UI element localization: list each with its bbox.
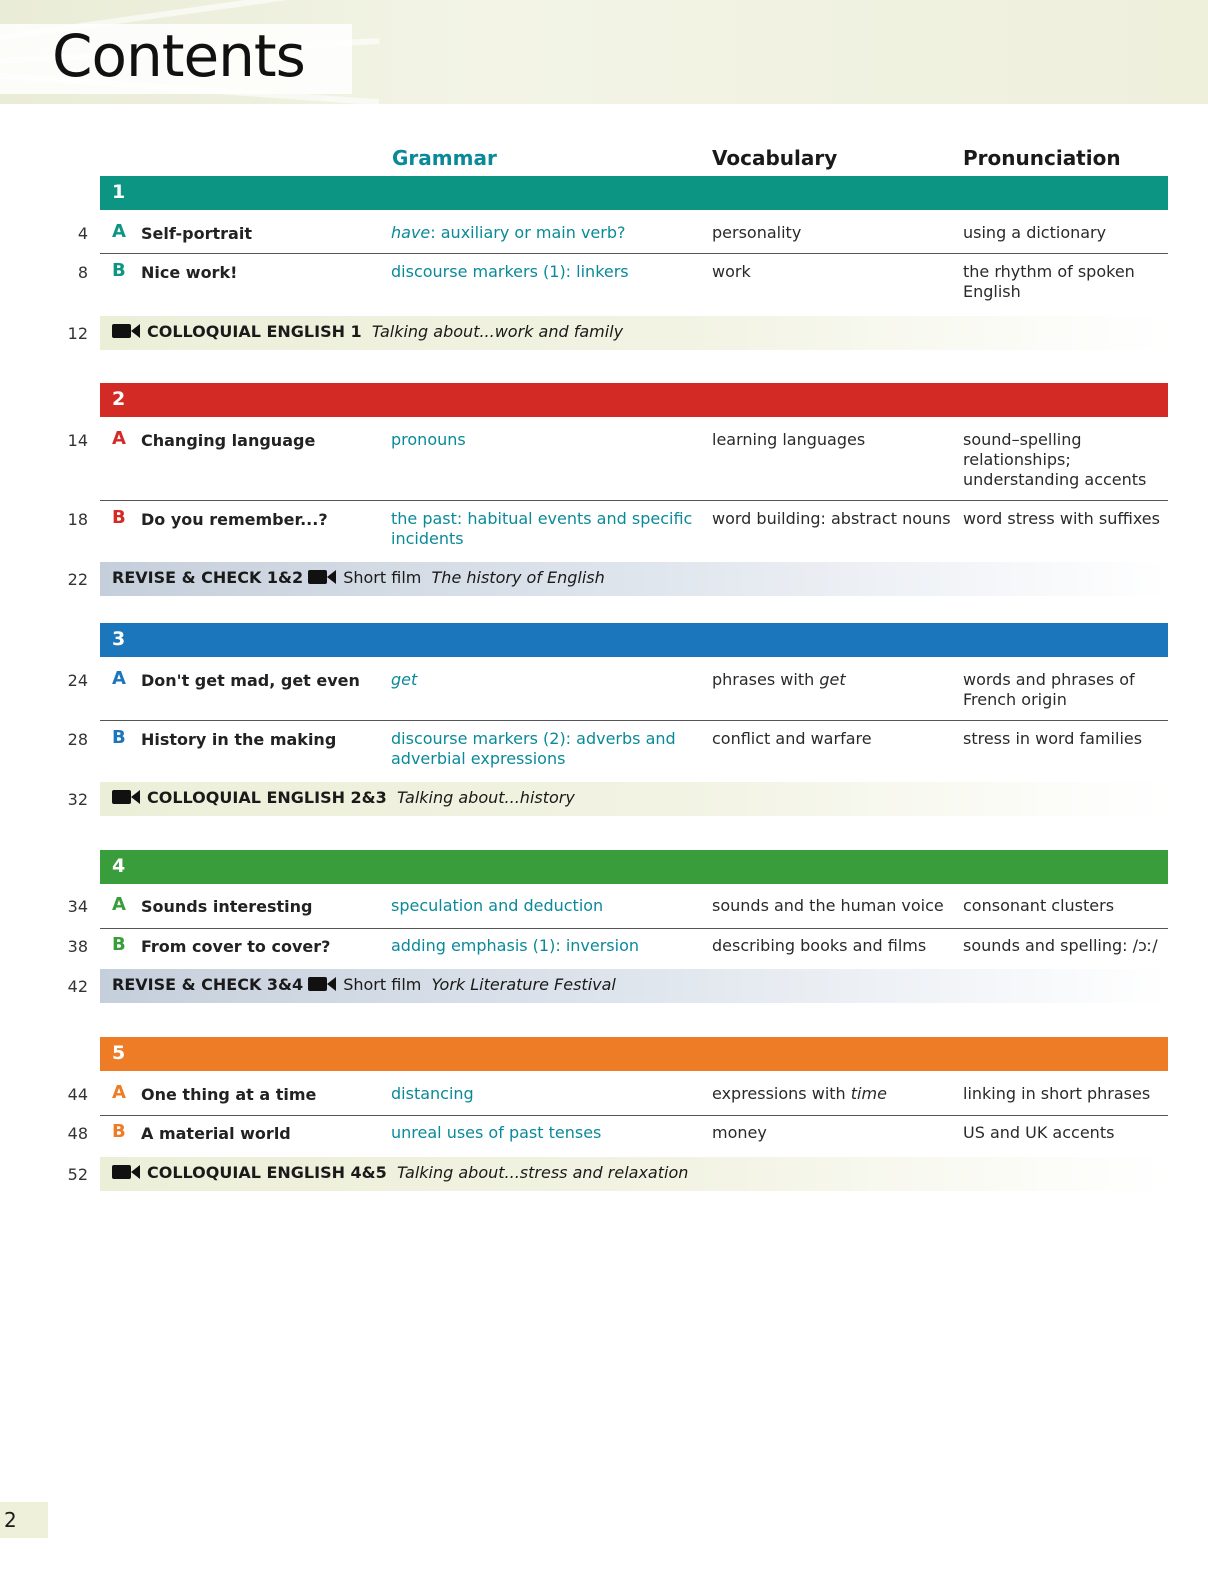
lesson-letter: A (112, 1082, 126, 1103)
video-camera-icon (112, 1164, 141, 1180)
band-label: COLLOQUIAL ENGLISH 1 (147, 322, 362, 341)
vocabulary-emphasis: get (819, 670, 846, 689)
lesson-title[interactable]: Nice work! (141, 263, 238, 282)
page-title: Contents (52, 22, 305, 90)
lesson-letter: A (112, 221, 126, 242)
unit-number: 3 (112, 628, 126, 650)
lesson-vocabulary: describing books and films (712, 936, 927, 955)
lesson-title[interactable]: Don't get mad, get even (141, 671, 360, 690)
lesson-pronunciation: sounds and spelling: /ɔː/ (963, 936, 1158, 955)
lesson-grammar: the past: habitual events and specific incidents (391, 509, 693, 548)
lesson-letter: A (112, 894, 126, 915)
row-divider (100, 928, 1168, 929)
lesson-page-number: 8 (77, 263, 88, 282)
lesson-title[interactable]: One thing at a time (141, 1085, 317, 1104)
lesson-pronunciation: sound–spelling relationships; understanding accents (963, 430, 1147, 489)
column-header-grammar: Grammar (392, 146, 497, 170)
band-film-label: Short film (343, 975, 422, 994)
unit-bar[interactable] (100, 383, 1168, 417)
lesson-grammar: discourse markers (2): adverbs and adverbial expressions (391, 729, 676, 768)
lesson-letter: B (112, 507, 126, 528)
lesson-page-number: 28 (67, 730, 88, 749)
lesson-vocabulary: personality (712, 223, 802, 242)
band-text: York Literature Festival (431, 975, 616, 994)
lesson-grammar: adding emphasis (1): inversion (391, 936, 640, 955)
band-text: The history of English (431, 568, 605, 587)
lesson-pronunciation: word stress with suffixes (963, 509, 1160, 528)
revise-check-band[interactable] (100, 969, 1168, 1003)
lesson-page-number: 48 (67, 1124, 88, 1143)
lesson-grammar: speculation and deduction (391, 896, 604, 915)
unit-number: 1 (112, 181, 126, 203)
band-text: Talking about...stress and relaxation (396, 1163, 689, 1182)
band-label: COLLOQUIAL ENGLISH 2&3 (147, 788, 387, 807)
lesson-vocabulary: word building: abstract nouns (712, 509, 951, 528)
lesson-page-number: 14 (67, 431, 88, 450)
grammar-emphasis: have (391, 223, 431, 242)
video-camera-icon (308, 976, 337, 992)
band-label: REVISE & CHECK 3&4 (112, 975, 304, 994)
lesson-page-number: 4 (77, 224, 88, 243)
lesson-letter: B (112, 260, 126, 281)
lesson-letter: B (112, 1121, 126, 1142)
lesson-grammar: pronouns (391, 430, 466, 449)
lesson-grammar: discourse markers (1): linkers (391, 262, 629, 281)
lesson-title[interactable]: A material world (141, 1124, 291, 1143)
lesson-vocabulary: work (712, 262, 751, 281)
lesson-page-number: 38 (67, 937, 88, 956)
unit-bar[interactable] (100, 176, 1168, 210)
lesson-page-number: 34 (67, 897, 88, 916)
unit-number: 5 (112, 1042, 126, 1064)
lesson-pronunciation: words and phrases of French origin (963, 670, 1135, 709)
band-label: REVISE & CHECK 1&2 (112, 568, 304, 587)
lesson-grammar: distancing (391, 1084, 474, 1103)
lesson-vocabulary: sounds and the human voice (712, 896, 944, 915)
row-divider (100, 500, 1168, 501)
lesson-page-number: 18 (67, 510, 88, 529)
lesson-vocabulary (712, 1084, 952, 1104)
row-divider (100, 253, 1168, 254)
lesson-letter: A (112, 668, 126, 689)
video-camera-icon (112, 789, 141, 805)
colloquial-english-band[interactable] (100, 1157, 1168, 1191)
extra-page-number: 52 (67, 1165, 88, 1184)
lesson-pronunciation: linking in short phrases (963, 1084, 1151, 1103)
unit-number: 4 (112, 855, 126, 877)
colloquial-english-band[interactable] (100, 782, 1168, 816)
extra-page-number: 22 (67, 570, 88, 589)
row-divider (100, 720, 1168, 721)
lesson-title[interactable]: History in the making (141, 730, 337, 749)
band-label: COLLOQUIAL ENGLISH 4&5 (147, 1163, 387, 1182)
band-film-label: Short film (343, 568, 422, 587)
vocabulary-text: expressions with (712, 1084, 851, 1103)
lesson-vocabulary (712, 670, 952, 690)
lesson-vocabulary: money (712, 1123, 767, 1142)
lesson-grammar (391, 670, 701, 690)
unit-bar[interactable] (100, 623, 1168, 657)
lesson-pronunciation: consonant clusters (963, 896, 1115, 915)
lesson-title[interactable]: Sounds interesting (141, 897, 313, 916)
unit-bar[interactable] (100, 1037, 1168, 1071)
grammar-text: : auxiliary or main verb? (430, 223, 626, 242)
lesson-vocabulary: conflict and warfare (712, 729, 872, 748)
video-camera-icon (112, 323, 141, 339)
row-divider (100, 1115, 1168, 1116)
lesson-letter: A (112, 428, 126, 449)
extra-page-number: 42 (67, 977, 88, 996)
lesson-letter: B (112, 727, 126, 748)
lesson-grammar (391, 223, 701, 243)
lesson-title[interactable]: Self-portrait (141, 224, 252, 243)
lesson-pronunciation: stress in word families (963, 729, 1143, 748)
column-header-pronunciation: Pronunciation (963, 146, 1121, 170)
colloquial-english-band[interactable] (100, 316, 1168, 350)
lesson-grammar: unreal uses of past tenses (391, 1123, 602, 1142)
video-camera-icon (308, 569, 337, 585)
lesson-pronunciation: using a dictionary (963, 223, 1107, 242)
lesson-page-number: 24 (67, 671, 88, 690)
extra-page-number: 12 (67, 324, 88, 343)
page-number: 2 (0, 1502, 48, 1538)
lesson-pronunciation: the rhythm of spoken English (963, 262, 1135, 301)
extra-page-number: 32 (67, 790, 88, 809)
band-text: Talking about...history (396, 788, 575, 807)
revise-check-band[interactable] (100, 562, 1168, 596)
lesson-letter: B (112, 934, 126, 955)
unit-bar[interactable] (100, 850, 1168, 884)
column-header-vocabulary: Vocabulary (712, 146, 838, 170)
grammar-emphasis: get (391, 670, 418, 689)
lesson-page-number: 44 (67, 1085, 88, 1104)
lesson-vocabulary: learning languages (712, 430, 866, 449)
lesson-pronunciation: US and UK accents (963, 1123, 1115, 1142)
lesson-title[interactable]: Do you remember...? (141, 510, 328, 529)
vocabulary-emphasis: time (850, 1084, 887, 1103)
lesson-title[interactable]: From cover to cover? (141, 937, 331, 956)
band-text: Talking about...work and family (371, 322, 624, 341)
vocabulary-text: phrases with (712, 670, 820, 689)
lesson-title[interactable]: Changing language (141, 431, 316, 450)
unit-number: 2 (112, 388, 126, 410)
